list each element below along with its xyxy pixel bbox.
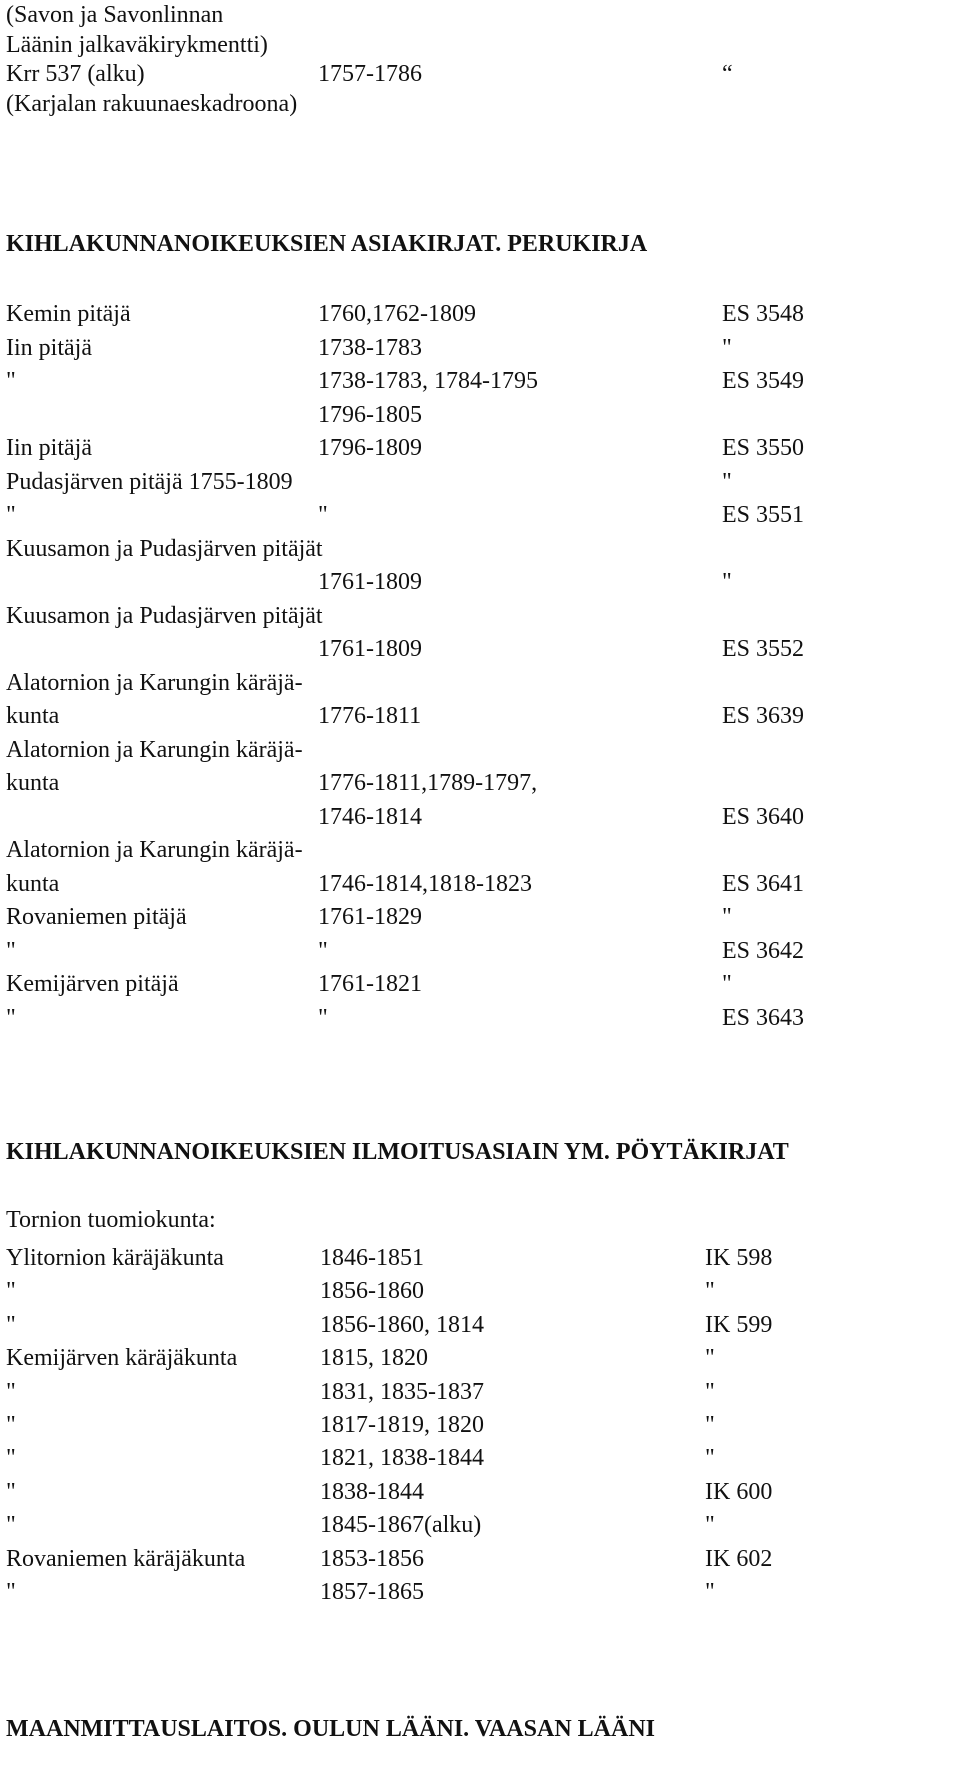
years-cell: 1845-1867(alku) [320, 1512, 482, 1539]
place-cell: kunta [6, 703, 60, 729]
ref-cell: " [705, 1278, 715, 1305]
ref-cell: " [705, 1579, 715, 1605]
section-subheading: Tornion tuomiokunta: [6, 1207, 216, 1233]
ref-cell: ES 3641 [722, 870, 805, 897]
ref-cell: " [705, 1512, 715, 1539]
place-cell: Kemin pitäjä [6, 301, 131, 327]
place-cell: " [6, 368, 16, 394]
ref-cell: " [705, 1345, 715, 1372]
section-heading: KIHLAKUNNANOIKEUKSIEN ASIAKIRJAT. PERUKIRJA [6, 231, 648, 257]
place-cell: Ylitornion käräjäkunta [6, 1245, 224, 1271]
years-cell: 1856-1860 [320, 1278, 424, 1305]
years-cell: 1760,1762-1809 [318, 301, 476, 327]
years-cell: 1761-1809 [318, 636, 422, 662]
ref-cell: ES 3550 [722, 435, 805, 461]
years-cell: 1761-1829 [318, 904, 422, 930]
years-cell: " [318, 502, 328, 528]
place-cell: " [6, 1004, 16, 1031]
years-cell: 1838-1844 [320, 1478, 424, 1505]
place-cell: Kuusamon ja Pudasjärven pitäjät [6, 602, 323, 629]
years-cell: 1796-1809 [318, 435, 422, 461]
years-cell: 1746-1814 [318, 803, 422, 830]
years-cell: 1776-1811,1789-1797, [318, 770, 538, 796]
place-cell: kunta [6, 870, 60, 897]
years-cell: 1817-1819, 1820 [320, 1412, 484, 1438]
ref-cell: " [722, 334, 732, 361]
ref-cell: IK 600 [705, 1478, 773, 1505]
archive-line: Krr 537 (alku) [6, 61, 145, 87]
years-cell: 1857-1865 [320, 1579, 424, 1605]
archive-line: (Savon ja Savonlinnan [6, 2, 224, 28]
ref-cell: ES 3640 [722, 803, 805, 830]
place-cell: " [6, 502, 16, 528]
ref-cell: ES 3643 [722, 1004, 805, 1031]
place-cell: " [6, 1311, 16, 1338]
years-cell: 1738-1783 [318, 334, 422, 361]
place-cell: " [6, 1579, 16, 1605]
years-cell: 1761-1809 [318, 569, 422, 595]
ref-cell: ES 3552 [722, 636, 805, 662]
place-cell: " [6, 1512, 16, 1539]
years-cell: " [318, 1004, 328, 1031]
ref-cell: IK 602 [705, 1545, 773, 1572]
place-cell: Rovaniemen käräjäkunta [6, 1545, 246, 1572]
place-cell: " [6, 1445, 16, 1472]
years-cell: 1746-1814,1818-1823 [318, 870, 532, 897]
years-cell: 1846-1851 [320, 1245, 424, 1271]
place-cell: " [6, 1278, 16, 1305]
place-cell: Kuusamon ja Pudasjärven pitäjät [6, 535, 323, 562]
place-cell: Iin pitäjä [6, 334, 92, 361]
ref-cell: " [705, 1445, 715, 1472]
place-cell: Iin pitäjä [6, 435, 92, 461]
years-cell: 1776-1811 [318, 703, 422, 729]
years-cell: 1738-1783, 1784-1795 [318, 368, 538, 394]
place-cell: Alatornion ja Karungin käräjä- [6, 736, 303, 763]
place-cell: Alatornion ja Karungin käräjä- [6, 837, 303, 863]
years-cell: 1853-1856 [320, 1545, 424, 1572]
place-cell: " [6, 1378, 16, 1405]
section-heading: MAANMITTAUSLAITOS. OULUN LÄÄNI. VAASAN LÄÄNI [6, 1716, 655, 1742]
years-cell: " [318, 937, 328, 964]
years-cell: 1796-1805 [318, 401, 422, 428]
archive-line: Läänin jalkaväkirykmentti) [6, 32, 268, 58]
ref-cell: ES 3549 [722, 368, 805, 394]
years-cell: 1815, 1820 [320, 1345, 428, 1372]
place-cell: Alatornion ja Karungin käräjä- [6, 669, 303, 696]
ref-cell: " [705, 1378, 715, 1405]
place-cell: Kemijärven käräjäkunta [6, 1345, 238, 1372]
ref-cell: IK 599 [705, 1311, 773, 1338]
years-cell: 1761-1821 [318, 971, 422, 997]
ref-cell: " [722, 468, 732, 495]
years-cell: 1831, 1835-1837 [320, 1378, 484, 1405]
years-cell: 1856-1860, 1814 [320, 1311, 484, 1338]
ref-cell: IK 598 [705, 1245, 773, 1271]
place-cell: " [6, 937, 16, 964]
years-cell: 1757-1786 [318, 61, 422, 87]
ref-cell: ES 3642 [722, 937, 805, 964]
place-cell: " [6, 1478, 16, 1505]
ref-cell: " [722, 971, 732, 997]
ref-cell: " [722, 904, 732, 930]
place-cell: Kemijärven pitäjä [6, 971, 179, 997]
place-cell: kunta [6, 770, 60, 796]
archive-line: (Karjalan rakuunaeskadroona) [6, 91, 298, 117]
years-cell: 1821, 1838-1844 [320, 1445, 484, 1472]
ref-cell: " [705, 1412, 715, 1438]
ref-cell: “ [722, 61, 733, 87]
place-cell: " [6, 1412, 16, 1438]
place-cell: Rovaniemen pitäjä [6, 904, 187, 930]
ref-cell: ES 3548 [722, 301, 805, 327]
ref-cell: ES 3551 [722, 502, 805, 528]
ref-cell: " [722, 569, 732, 595]
place-cell: Pudasjärven pitäjä 1755-1809 [6, 468, 293, 495]
section-heading: KIHLAKUNNANOIKEUKSIEN ILMOITUSASIAIN YM. PÖYTÄKIRJAT [6, 1139, 789, 1165]
ref-cell: ES 3639 [722, 703, 805, 729]
